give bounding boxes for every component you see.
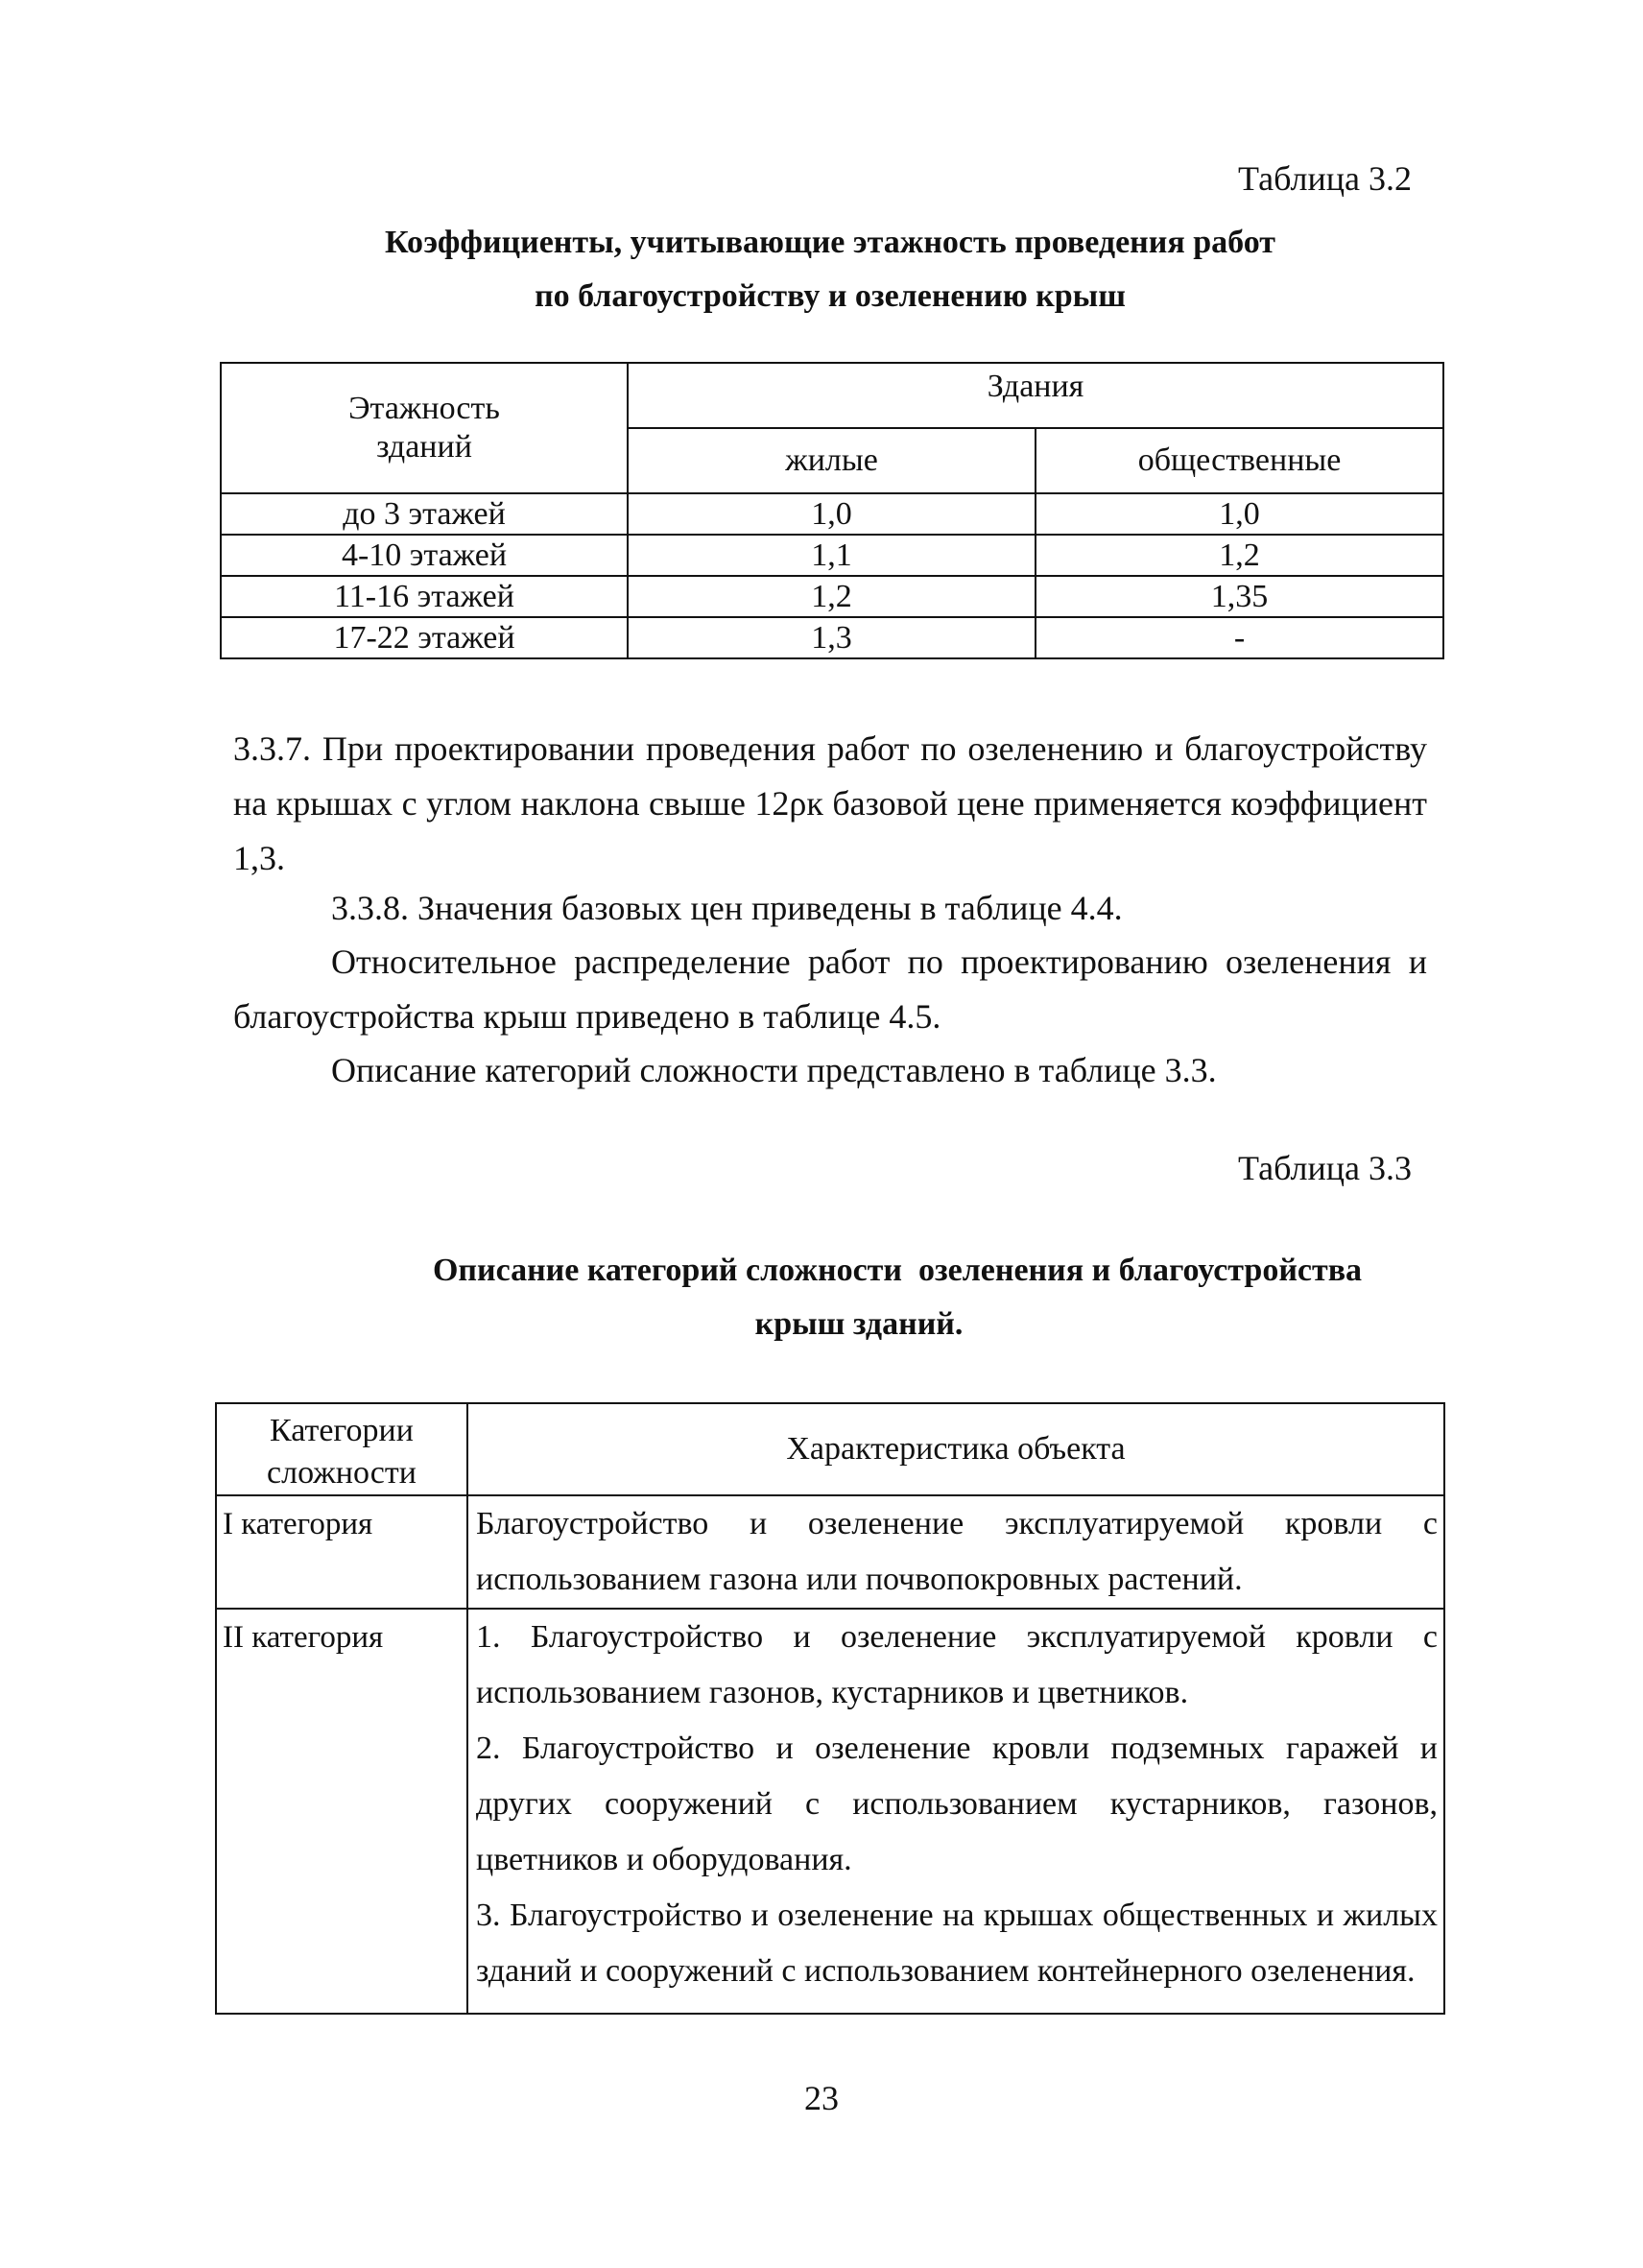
header-floors: Этажность зданий (221, 363, 628, 493)
list-item: 1. Благоустройство и озеленение эксплуатируемой кровли с использованием газонов, кустарников и цветников. (476, 1619, 1438, 1710)
list-item: 3. Благоустройство и озеленение на крышах общественных и жилых зданий и сооружений с использованием контейнерного озеленения. (476, 1898, 1438, 1989)
table-row (221, 493, 1443, 535)
paragraph-3-3-7: 3.3.7. При проектировании проведения работ по озеленению и благоустройству на крышах с углом наклона свыше 12ρк базовой цене применяется коэффициент 1,3. (233, 729, 1427, 877)
description-cell (467, 1609, 1444, 2014)
table-row (221, 576, 1443, 617)
table-3-2-title-line1: Коэффициенты, учитывающие этажность проведения работ (385, 225, 1275, 260)
header-buildings: Здания (628, 363, 1443, 428)
table-3-2-title-line2: по благоустройству и озеленению крыш (535, 278, 1126, 314)
table-3-3-title-line2: крыш зданий. (754, 1306, 964, 1342)
table-row (221, 535, 1443, 576)
residential-cell: 1,2 (628, 576, 1036, 617)
page-number: 23 (804, 2079, 839, 2117)
header-public: общественные (1036, 428, 1443, 493)
floors-cell: 11-16 этажей (221, 576, 628, 617)
paragraph-categories: Описание категорий сложности представлено в таблице 3.3. (331, 1051, 1217, 1089)
list-item: 2. Благоустройство и озеленение кровли подземных гаражей и других сооружений с использованием кустарников, газонов, цветников и оборудования. (476, 1731, 1438, 1877)
table-row (221, 617, 1443, 658)
public-cell: 1,0 (1036, 493, 1443, 535)
table-3-2-title (230, 216, 1430, 323)
table-3-3-label: Таблица 3.3 (1238, 1149, 1412, 1187)
public-cell: 1,2 (1036, 535, 1443, 576)
residential-cell: 1,0 (628, 493, 1036, 535)
table-3-3-title-line1: Описание категорий сложности озеленения и благоустройства (432, 1253, 1363, 1288)
table-row (216, 1495, 1444, 1609)
complexity-categories-table (215, 1402, 1445, 2015)
floors-cell: 17-22 этажей (221, 617, 628, 658)
category-cell: I категория (216, 1495, 467, 1609)
public-cell: 1,35 (1036, 576, 1443, 617)
description-cell: Благоустройство и озеленение эксплуатируемой кровли с использованием газона или почвопокровных растений. (467, 1495, 1444, 1609)
residential-cell: 1,1 (628, 535, 1036, 576)
header-residential: жилые (628, 428, 1036, 493)
floors-cell: до 3 этажей (221, 493, 628, 535)
paragraph-3-3-8: 3.3.8. Значения базовых цен приведены в таблице 4.4. (331, 889, 1123, 927)
category-cell: II категория (216, 1609, 467, 2014)
floors-cell: 4-10 этажей (221, 535, 628, 576)
residential-cell: 1,3 (628, 617, 1036, 658)
floors-coefficient-table (220, 362, 1444, 659)
paragraph-distribution: Относительное распределение работ по проектированию озеленения и благоустройства крыш приведено в таблице 4.5. (233, 943, 1427, 1036)
table-3-2-label: Таблица 3.2 (1238, 159, 1412, 198)
table-row (216, 1609, 1444, 2014)
header-characteristic: Характеристика объекта (467, 1403, 1444, 1495)
header-category: Категории сложности (216, 1403, 467, 1495)
public-cell: - (1036, 617, 1443, 658)
table-3-3-title (288, 1244, 1507, 1351)
